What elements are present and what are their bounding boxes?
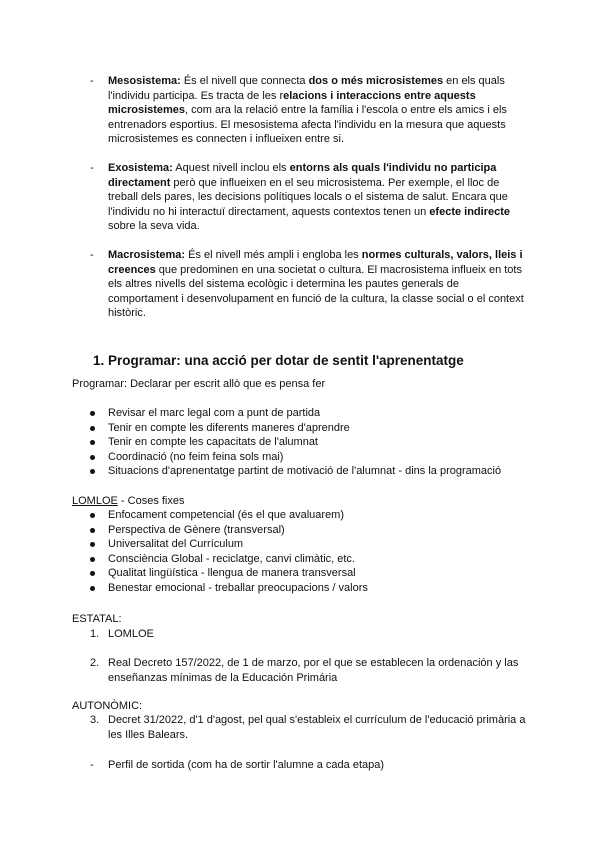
list-item <box>0 421 501 436</box>
numbered-item <box>90 656 538 685</box>
text-segment: És el nivell més ampli i engloba les <box>185 249 362 261</box>
bullet-icon <box>90 557 95 562</box>
list-item-text: Tenir en compte les capacitats de l'alumnat <box>108 436 318 449</box>
text-segment: sobre la seva vida. <box>108 220 200 232</box>
numbered-item <box>90 627 538 642</box>
lomloe-list <box>0 508 368 596</box>
item-number: 2. <box>90 657 100 669</box>
exosistema-paragraph <box>108 161 532 234</box>
dash-bullet: - <box>90 162 94 174</box>
list-item-text: Coordinació (no feim feina sols mai) <box>108 450 284 463</box>
item-number: 3. <box>90 714 100 726</box>
text-segment: És el nivell que connecta <box>180 75 309 87</box>
bold-text: efecte indirecte <box>429 205 510 218</box>
list-item-text: Perspectiva de Gènere (transversal) <box>108 523 285 536</box>
perfil-text: Perfil de sortida (com ha de sortir l'alumne a cada etapa) <box>108 759 385 771</box>
macrosistema-paragraph <box>108 248 532 321</box>
bullet-icon <box>90 455 95 460</box>
lomloe-label: LOMLOE <box>72 495 118 507</box>
list-item-text: Tenir en compte les diferents maneres d'aprendre <box>108 421 350 434</box>
list-item-text: Universalitat del Currículum <box>108 538 244 551</box>
section-heading <box>93 353 464 369</box>
bold-text: dos o més microsistemes <box>308 75 444 87</box>
bullet-icon <box>90 426 95 431</box>
bold-text: Exosistema: <box>108 162 173 174</box>
lomloe-rest: - Coses fixes <box>117 495 185 507</box>
text-segment: Aquest nivell inclou els <box>172 162 290 174</box>
list-item-text: Consciència Global - reciclatge, canvi climàtic, etc. <box>108 552 355 565</box>
bold-text: entorns als quals l'individu no participa directament <box>108 162 497 189</box>
list-item <box>0 508 368 523</box>
list-item <box>0 435 501 450</box>
estatal-label: ESTATAL: <box>72 613 122 625</box>
list-item <box>0 464 501 479</box>
text-segment: que predominen en una societat o cultura. El macrosistema influeix en tots els altres nivells del sistema ecològic i determina les pautes generals de comportament i desenvolupament en funció de la cultura, la classe social o el context històric. <box>108 263 524 319</box>
list-item <box>0 552 368 567</box>
dash-bullet: - <box>90 75 94 87</box>
item-text: Real Decreto 157/2022, de 1 de marzo, por el que se establecen la ordenación y las enseñanzas mínimas de la Educación Primária <box>108 657 519 684</box>
bullet-icon <box>90 586 95 591</box>
numbered-item <box>90 713 538 742</box>
autonomic-label: AUTONÒMIC: <box>72 700 143 712</box>
definition-text: Programar: Declarar per escrit allò que es pensa fer <box>72 378 326 390</box>
heading-text: Programar: una acció per dotar de sentit l'aprenentatge <box>108 353 464 368</box>
bullet-icon <box>90 571 95 576</box>
item-text: LOMLOE <box>108 628 154 640</box>
bullet-icon <box>90 542 95 547</box>
bullet-icon <box>90 528 95 533</box>
list-item <box>0 581 368 596</box>
list-item-text: Qualitat lingüística - llengua de manera transversal <box>108 567 356 580</box>
dash-bullet: - <box>90 249 94 261</box>
list-item <box>0 450 501 465</box>
dash-bullet: - <box>90 759 94 771</box>
text-segment: , com ara la relació entre la família i l'escola o entre els amics i els entrenadors esportius. El mesosistema afecta l'individu en la mesura que aquests microsistemes es connecten i influeixen entre si. <box>108 104 507 145</box>
mesosistema-paragraph <box>108 74 532 147</box>
list-item-text: Situacions d'aprenentatge partint de motivació de l'alumnat - dins la programació <box>108 465 502 478</box>
list-item <box>0 406 501 421</box>
bullet-icon <box>90 411 95 416</box>
list-item-text: Revisar el marc legal com a punt de partida <box>108 407 321 419</box>
item-text: Decret 31/2022, d'1 d'agost, pel qual s'estableix el currículum de l'educació primària a les Illes Balears. <box>108 714 526 741</box>
bold-text: elacions i interaccions entre aquests microsistemes <box>108 89 476 116</box>
bullet-icon <box>90 513 95 518</box>
bold-text: Mesosistema: <box>108 75 181 87</box>
list-item-text: Enfocament competencial (és el que avaluarem) <box>108 509 345 521</box>
list-item <box>0 523 368 538</box>
list-item <box>0 566 368 581</box>
bold-text: normes culturals, valors, lleis i creences <box>108 249 523 276</box>
bold-text: Macrosistema: <box>108 249 186 261</box>
heading-number: 1. <box>93 353 105 368</box>
bullet-icon <box>90 440 95 445</box>
text-segment: però que influeixen en el seu microsistema. Per exemple, el lloc de treball dels pares, les decisions polítiques locals o el sistema de salut. Encara que l'individu no hi interactuï directament, aquests contextos tenen un <box>108 176 508 218</box>
text-segment: en els quals l'individu participa. Es tracta de les r <box>108 75 505 102</box>
list-item-text: Benestar emocional - treballar preocupacions / valors <box>108 581 368 594</box>
bullet-icon <box>90 469 95 474</box>
programar-list <box>0 406 501 479</box>
list-item <box>0 537 368 552</box>
item-number: 1. <box>90 628 100 640</box>
lomloe-line <box>72 494 185 509</box>
